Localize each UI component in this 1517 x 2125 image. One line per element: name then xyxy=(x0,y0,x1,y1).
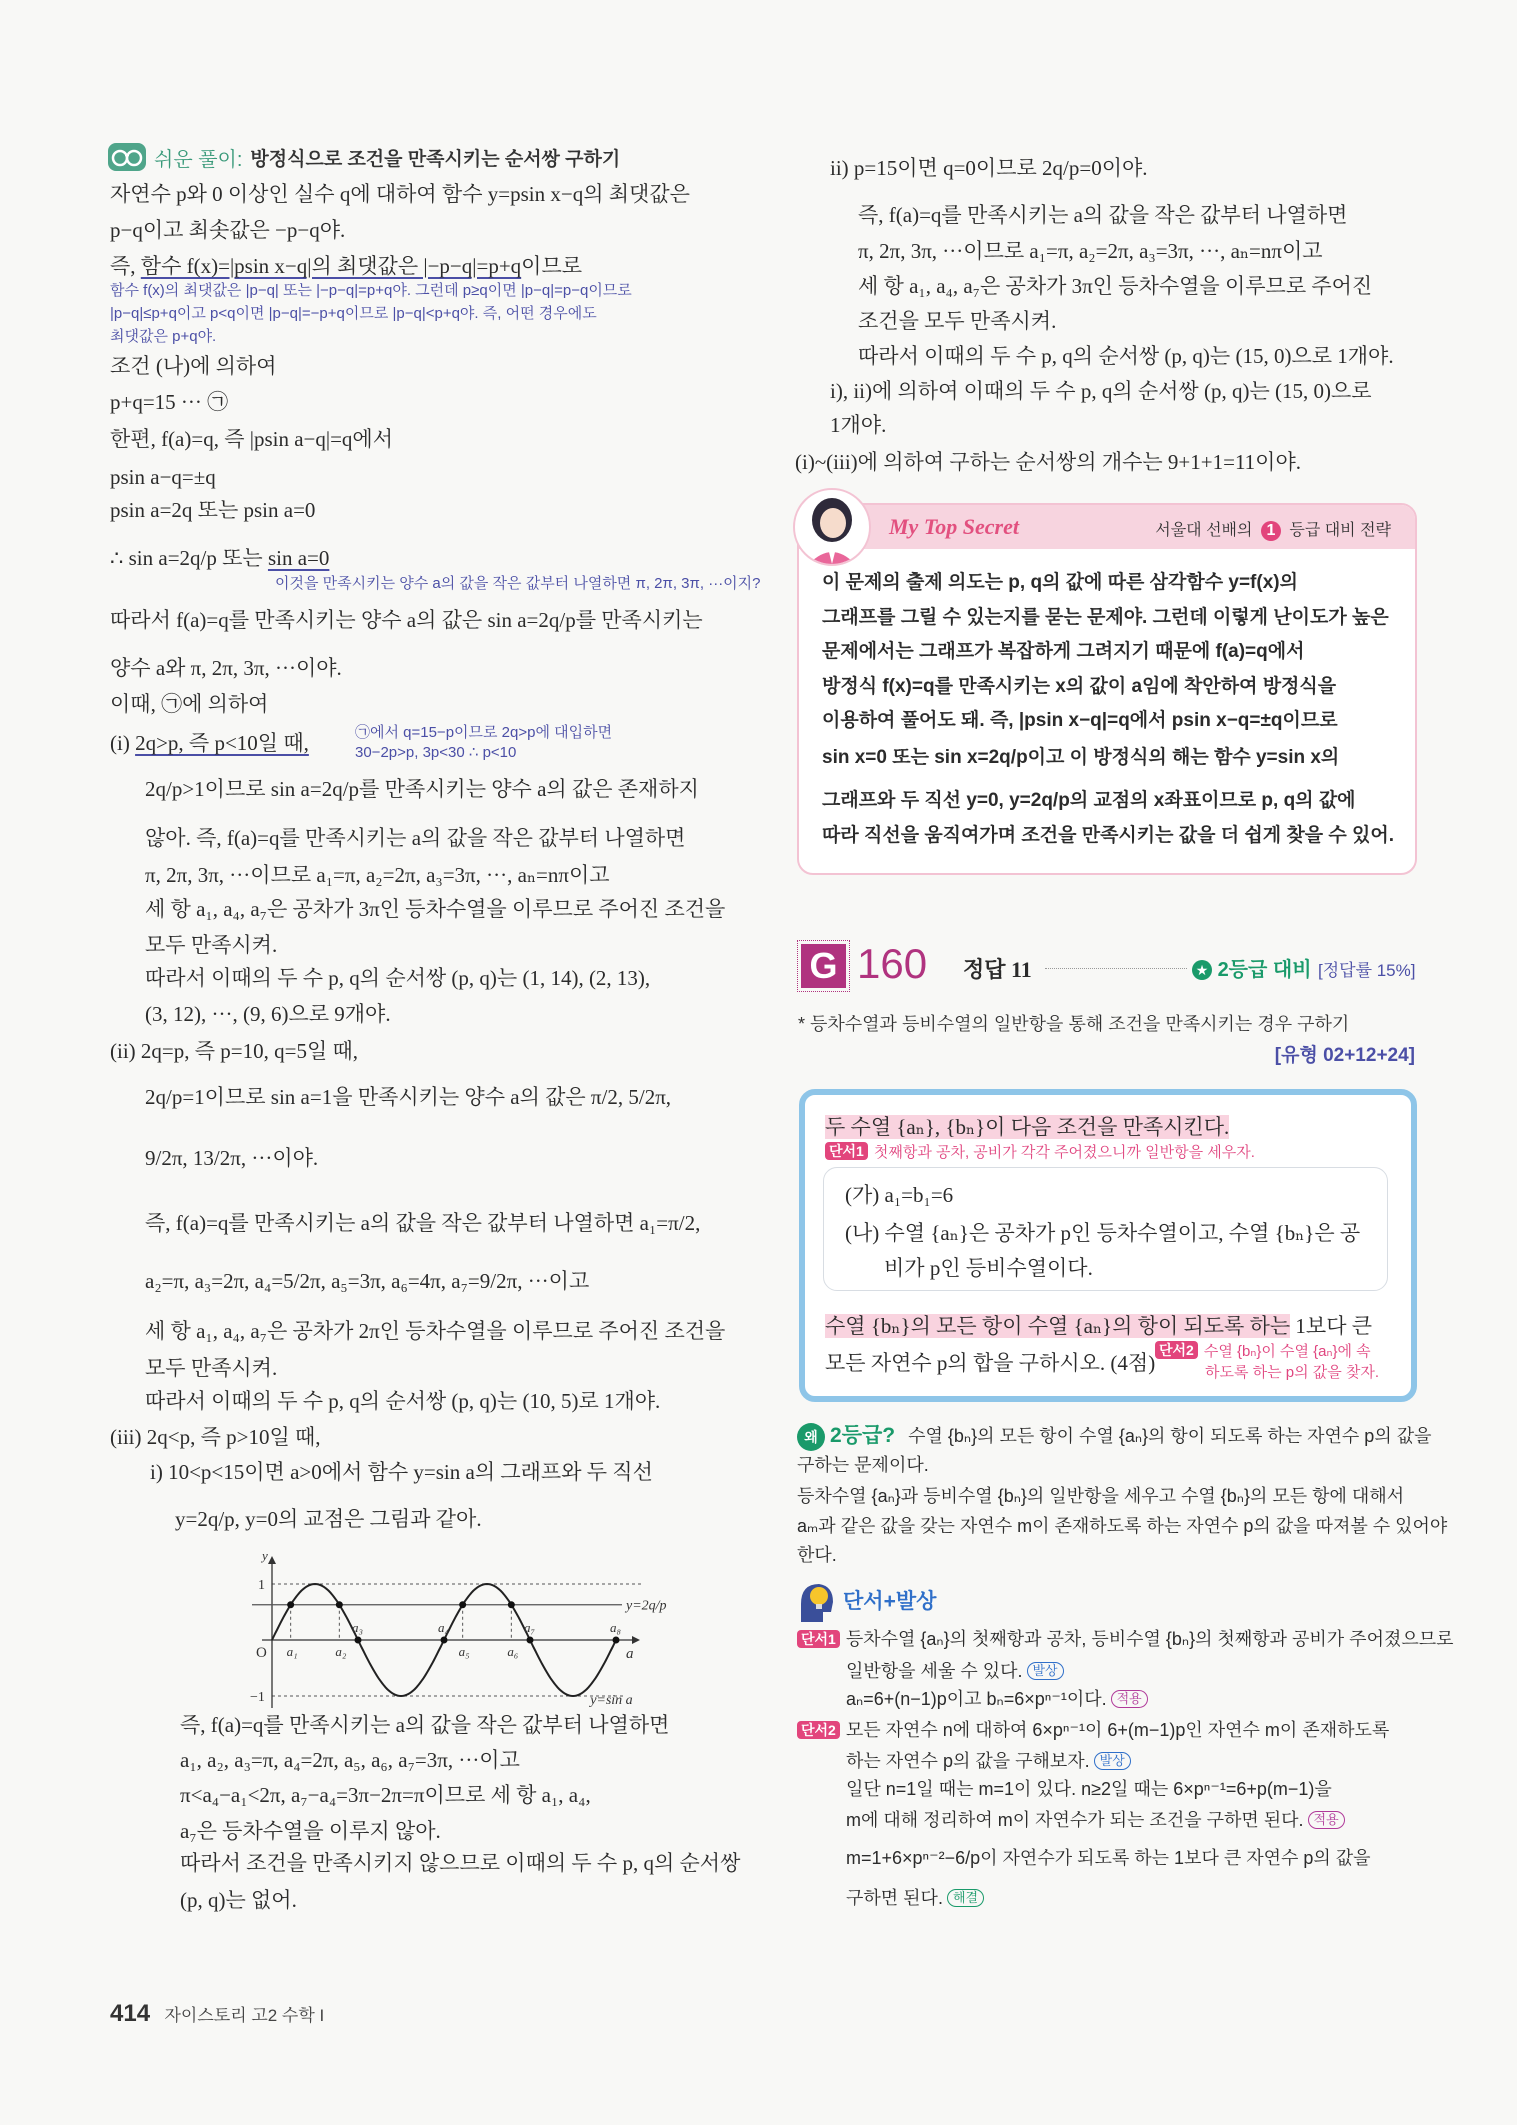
y-axis-arrow xyxy=(268,1556,276,1564)
text-segment: 모든 자연수 n에 대하여 6×pⁿ⁻¹이 6+(m−1)p인 자연수 m이 존재하도록 xyxy=(845,1720,1390,1740)
question-line: 모든 자연수 p의 합을 구하시오. (4점) xyxy=(825,1351,1156,1375)
text-line: 즉, f(a)=q를 만족시키는 a의 값을 작은 값부터 나열하면 a₁=π/2, xyxy=(145,1211,701,1235)
tag-suffix: 등급 대비 전략 xyxy=(1289,522,1391,539)
text-line: 즉, f(a)=q를 만족시키는 a의 값을 작은 값부터 나열하면 xyxy=(180,1713,670,1737)
apply-tag: 적용 xyxy=(1111,1690,1148,1708)
star-icon: ★ xyxy=(1192,960,1212,980)
intersection-point xyxy=(613,1637,620,1644)
text-line: 조건을 모두 만족시켜. xyxy=(858,309,1057,333)
lightbulb-head-icon xyxy=(797,1578,837,1622)
text-segment: 즉, xyxy=(110,254,136,278)
text-line: 방정식 f(x)=q를 만족시키는 x의 값이 a임에 착안하여 방정식을 xyxy=(822,676,1337,697)
intersection-point xyxy=(287,1601,294,1608)
underlined-text: 함수 f(x)=|psin x−q|의 최댓값은 |−p−q|=p+q xyxy=(140,254,522,278)
problem-intro xyxy=(825,1114,1229,1140)
text-line: 그래프와 두 직선 y=0, y=2q/p의 교점의 x좌표이므로 p, q의 값에 xyxy=(822,790,1356,811)
question-line xyxy=(825,1313,1372,1339)
text-line: (i)~(iii)에 의하여 구하는 순서쌍의 개수는 9+1+1=11이야. xyxy=(795,450,1301,474)
level-label: 2등급 대비 xyxy=(1217,959,1312,981)
text-line: i) 10<p<15이면 a>0에서 함수 y=sin a의 그래프와 두 직선 xyxy=(150,1460,653,1484)
mentor-avatar xyxy=(793,488,871,566)
text-line: 2q/p=1이므로 sin a=1을 만족시키는 양수 a의 값은 π/2, 5/2π, xyxy=(145,1085,672,1109)
point-label: a₅ xyxy=(458,1644,470,1659)
grade-number-badge: 1 xyxy=(1261,521,1281,541)
top-secret-header xyxy=(799,505,1415,549)
hint-note xyxy=(825,1142,1255,1162)
idea-tag: 발상 xyxy=(1027,1662,1064,1680)
margin-note: 함수 f(x)의 최댓값은 |p−q| 또는 |−p−q|=p+q야. 그런데 p≥q이면 |p−q|=p−q이므로 xyxy=(110,282,632,299)
clue-line: m=1+6×pⁿ⁻²−6/p이 자연수가 되도록 하는 1보다 큰 자연수 p의 값을 xyxy=(846,1848,1371,1868)
correct-rate: [정답률 15%] xyxy=(1318,961,1416,980)
sine-graph xyxy=(220,1550,690,1710)
text-line xyxy=(110,730,309,756)
text-line xyxy=(110,545,329,571)
answer-label: 정답 11 xyxy=(963,957,1032,982)
problem-letter-badge: G xyxy=(801,944,846,988)
intersection-point xyxy=(355,1637,362,1644)
clue-line xyxy=(846,1885,984,1911)
x-axis-label: a xyxy=(626,1646,634,1662)
text-segment: 구하면 된다. xyxy=(846,1888,943,1908)
text-line: 한편, f(a)=q, 즉 |psin a−q|=q에서 xyxy=(110,427,393,451)
intersection-point xyxy=(336,1601,343,1608)
point-label: a₇ xyxy=(524,1620,536,1635)
page-number: 414 xyxy=(110,2000,151,2027)
intersection-point xyxy=(441,1637,448,1644)
underlined-text: 2q>p, 즉 p<10일 때, xyxy=(135,731,309,755)
text-line: aₘ과 같은 값을 갖는 자연수 m이 존재하도록 하는 자연수 p의 값을 따져볼 수 있어야 xyxy=(797,1516,1448,1536)
text-line: 등차수열 {aₙ}과 등비수열 {bₙ}의 일반항을 세우고 수열 {bₙ}의 모든 항에 대해서 xyxy=(797,1486,1405,1506)
text-line: 따라서 이때의 두 수 p, q의 순서쌍 (p, q)는 (1, 14), (2, 13), xyxy=(145,966,651,990)
margin-note: 이것을 만족시키는 양수 a의 값을 작은 값부터 나열하면 π, 2π, 3π, ···이지? xyxy=(275,575,761,592)
underlined-text: sin a=0 xyxy=(267,546,330,570)
text-segment: 1보다 큰 xyxy=(1290,1314,1373,1338)
text-line: π, 2π, 3π, ···이므로 a₁=π, a₂=2π, a₃=3π, ···, aₙ=nπ이고 xyxy=(858,239,1323,263)
text-line: y=2q/p, y=0의 교점은 그림과 같아. xyxy=(175,1507,482,1531)
point-label: a₃ xyxy=(352,1620,364,1635)
text-line: (iii) 2q<p, 즉 p>10일 때, xyxy=(110,1425,321,1449)
point-label: a₁ xyxy=(286,1644,298,1659)
highlighted-text: 두 수열 {aₙ}, {bₙ}이 다음 조건을 만족시킨다. xyxy=(825,1115,1230,1139)
point-label: a₈ xyxy=(610,1620,622,1635)
text-line: 세 항 a₁, a₄, a₇은 공차가 3π인 등차수열을 이루므로 주어진 xyxy=(858,274,1373,298)
text-line: 그래프를 그릴 수 있는지를 묻는 문제야. 그런데 이렇게 난이도가 높은 xyxy=(822,607,1389,628)
clue-line xyxy=(846,1658,1064,1684)
why-badge: 왜 xyxy=(797,1423,825,1451)
y-tick-label: 1 xyxy=(258,1578,265,1593)
text-line: 이때, ㉠에 의하여 xyxy=(110,692,269,716)
why-title: 2등급? xyxy=(830,1424,896,1447)
top-secret-tag xyxy=(1155,517,1391,541)
problem-subtitle: * 등차수열과 등비수열의 일반항을 통해 조건을 만족시키는 경우 구하기 xyxy=(798,1014,1350,1034)
text-line: 따라서 이때의 두 수 p, q의 순서쌍 (p, q)는 (15, 0)으로 1개야. xyxy=(858,344,1394,368)
text-line: psin a=2q 또는 psin a=0 xyxy=(110,498,316,522)
point-label: a₂ xyxy=(335,1644,347,1659)
origin-label: O xyxy=(256,1645,267,1661)
text-segment: 이므로 xyxy=(521,254,583,278)
text-line: 조건 (나)에 의하여 xyxy=(110,354,277,378)
margin-note: ㉠에서 q=15−p이므로 2q>p에 대입하면 xyxy=(355,724,613,741)
hint-text: 첫째항과 공차, 공비가 각각 주어졌으니까 일반항을 세우자. xyxy=(873,1144,1255,1161)
text-line: 이용하여 풀어도 돼. 즉, |psin x−q|=q에서 psin x−q=±q이므로 xyxy=(822,710,1338,731)
tag-prefix: 서울대 선배의 xyxy=(1155,522,1253,539)
highlighted-text: 수열 {bₙ}의 모든 항이 수열 {aₙ}의 항이 되도록 하는 xyxy=(825,1314,1291,1338)
text-line: 1개야. xyxy=(830,413,887,437)
clue-line xyxy=(846,1748,1131,1774)
text-line: psin a−q=±q xyxy=(110,465,216,489)
hint-badge: 단서2 xyxy=(1155,1341,1198,1359)
text-line: 문제에서는 그래프가 복잡하게 그려지기 때문에 f(a)=q에서 xyxy=(822,641,1305,662)
text-line: 즉, f(a)=q를 만족시키는 a의 값을 작은 값부터 나열하면 xyxy=(858,203,1348,227)
condition-b-cont: 비가 p인 등비수열이다. xyxy=(884,1256,1093,1280)
text-line: 2q/p>1이므로 sin a=2q/p를 만족시키는 양수 a의 값은 존재하지 xyxy=(145,777,699,801)
text-line: (p, q)는 없어. xyxy=(180,1888,297,1912)
text-line: 따라 직선을 움직여가며 조건을 만족시키는 값을 더 쉽게 찾을 수 있어. xyxy=(822,825,1394,846)
condition-b: (나) 수열 {aₙ}은 공차가 p인 등차수열이고, 수열 {bₙ}은 공 xyxy=(845,1221,1361,1245)
text-line: π<a₄−a₁<2π, a₇−a₄=3π−2π=π이므로 세 항 a₁, a₄, xyxy=(180,1783,591,1807)
easy-solution-title: 방정식으로 조건을 만족시키는 순서쌍 구하기 xyxy=(250,148,621,170)
text-line: 세 항 a₁, a₄, a₇은 공차가 2π인 등차수열을 이루므로 주어진 조건을 xyxy=(145,1319,726,1343)
clue-badge: 단서2 xyxy=(797,1721,840,1739)
easy-solution-header xyxy=(108,142,620,172)
text-line: 따라서 f(a)=q를 만족시키는 양수 a의 값은 sin a=2q/p를 만족시키는 xyxy=(110,608,703,632)
text-line: i), ii)에 의하여 이때의 두 수 p, q의 순서쌍 (p, q)는 (15, 0)으로 xyxy=(830,379,1372,403)
y-tick-label: −1 xyxy=(250,1690,265,1705)
text-segment: m에 대해 정리하여 m이 자연수가 되는 조건을 구하면 된다. xyxy=(846,1810,1304,1830)
idea-tag: 발상 xyxy=(1094,1752,1131,1770)
text-line: p−q이고 최솟값은 −p−q야. xyxy=(110,218,346,242)
case-label: (i) xyxy=(110,731,130,755)
text-line: 한다. xyxy=(797,1545,837,1565)
intersection-point xyxy=(459,1601,466,1608)
text-line: 양수 a와 π, 2π, 3π, ···이야. xyxy=(110,656,342,680)
apply-tag: 적용 xyxy=(1308,1811,1345,1829)
margin-note: 최댓값은 p+q야. xyxy=(110,328,217,345)
binoculars-icon xyxy=(108,143,146,171)
hint-note xyxy=(1155,1341,1371,1361)
problem-type: [유형 02+12+24] xyxy=(1274,1045,1415,1066)
text-segment: ∴ sin a=2q/p 또는 xyxy=(110,546,263,570)
text-line: p+q=15 ··· ㉠ xyxy=(110,390,229,414)
why-header xyxy=(797,1419,1431,1451)
text-line: 세 항 a₁, a₄, a₇은 공차가 3π인 등차수열을 이루므로 주어진 조건을 xyxy=(145,897,726,921)
text-line: a₇은 등차수열을 이루지 않아. xyxy=(180,1819,441,1843)
solve-tag: 해결 xyxy=(947,1889,984,1907)
text-line: 모두 만족시켜. xyxy=(145,933,278,957)
text-segment: 하는 자연수 p의 값을 구해보자. xyxy=(846,1751,1090,1771)
text-line: 구하는 문제이다. xyxy=(797,1455,929,1475)
clue-line xyxy=(797,1717,1389,1743)
margin-note: 30−2p>p, 3p<30 ∴ p<10 xyxy=(355,744,517,761)
text-line: 9/2π, 13/2π, ···이야. xyxy=(145,1146,319,1170)
point-label: a₆ xyxy=(507,1644,519,1659)
line-label: y=2q/p xyxy=(626,1598,667,1614)
text-segment: 일반항을 세울 수 있다. xyxy=(846,1661,1023,1681)
hint-badge: 단서1 xyxy=(825,1142,868,1160)
text-line: (ii) 2q=p, 즉 p=10, q=5일 때, xyxy=(110,1039,359,1063)
level-badge xyxy=(1192,953,1312,982)
easy-solution-label: 쉬운 풀이: xyxy=(154,148,243,171)
problem-number: 160 xyxy=(857,940,928,987)
book-title: 자이스토리 고2 수학 I xyxy=(164,2006,325,2025)
text-line: (3, 12), ···, (9, 6)으로 9개야. xyxy=(145,1002,391,1026)
text-line: 따라서 이때의 두 수 p, q의 순서쌍 (p, q)는 (10, 5)로 1개야. xyxy=(145,1389,661,1413)
text-line: 모두 만족시켜. xyxy=(145,1356,278,1380)
x-axis-arrow xyxy=(632,1636,640,1644)
text-line: 자연수 p와 0 이상인 실수 q에 대하여 함수 y=psin x−q의 최댓값은 xyxy=(110,182,690,206)
clue-line xyxy=(846,1807,1345,1833)
text-segment: 등차수열 {aₙ}의 첫째항과 공차, 등비수열 {bₙ}의 첫째항과 공비가 주어졌으므로 xyxy=(845,1629,1454,1649)
clue-line xyxy=(846,1686,1148,1712)
text-line: 따라서 조건을 만족시키지 않으므로 이때의 두 수 p, q의 순서쌍 xyxy=(180,1851,741,1875)
clue-title: 단서+발상 xyxy=(843,1590,937,1613)
text-line xyxy=(110,253,582,279)
text-line: ii) p=15이면 q=0이므로 2q/p=0이야. xyxy=(830,156,1148,180)
text-line: 않아. 즉, f(a)=q를 만족시키는 a의 값을 작은 값부터 나열하면 xyxy=(145,826,686,850)
text-line: sin x=0 또는 sin x=2q/p이고 이 방정식의 해는 함수 y=sin x의 xyxy=(822,747,1340,768)
text-line: π, 2π, 3π, ···이므로 a₁=π, a₂=2π, a₃=3π, ···, aₙ=nπ이고 xyxy=(145,863,610,887)
clue-badge: 단서1 xyxy=(797,1630,840,1648)
curve-label: y=sin a xyxy=(590,1693,633,1708)
text-segment: aₙ=6+(n−1)p이고 bₙ=6×pⁿ⁻¹이다. xyxy=(846,1689,1107,1709)
clue-header xyxy=(797,1578,936,1622)
condition-a: (가) a₁=b₁=6 xyxy=(845,1183,954,1207)
page-footer xyxy=(110,2000,324,2028)
margin-note: |p−q|≤p+q이고 p<q이면 |p−q|=−p+q이므로 |p−q|<p+q야. 즉, 어떤 경우에도 xyxy=(110,305,597,322)
text-line: 이 문제의 출제 의도는 p, q의 값에 따른 삼각함수 y=f(x)의 xyxy=(822,572,1298,593)
leader-dots xyxy=(1045,968,1187,969)
intersection-point xyxy=(508,1601,515,1608)
clue-line xyxy=(797,1626,1454,1652)
text-line: a₂=π, a₃=2π, a₄=5/2π, a₅=3π, a₆=4π, a₇=9/2π, ···이고 xyxy=(145,1269,590,1293)
hint-text: 수열 {bₙ}이 수열 {aₙ}에 속 xyxy=(1203,1343,1371,1360)
point-label: a₄ xyxy=(438,1620,450,1635)
clue-line: 일단 n=1일 때는 m=1이 있다. n≥2일 때는 6×pⁿ⁻¹=6+p(m−1)을 xyxy=(846,1779,1332,1799)
hint-text: 하도록 하는 p의 값을 찾자. xyxy=(1205,1364,1380,1381)
top-secret-title: My Top Secret xyxy=(889,514,1019,539)
why-text: 수열 {bₙ}의 모든 항이 수열 {aₙ}의 항이 되도록 하는 자연수 p의 값을 xyxy=(908,1426,1432,1446)
y-axis-label: y xyxy=(262,1550,268,1563)
intersection-point xyxy=(527,1637,534,1644)
text-line: a₁, a₂, a₃=π, a₄=2π, a₅, a₆, a₇=3π, ···이고 xyxy=(180,1748,520,1772)
